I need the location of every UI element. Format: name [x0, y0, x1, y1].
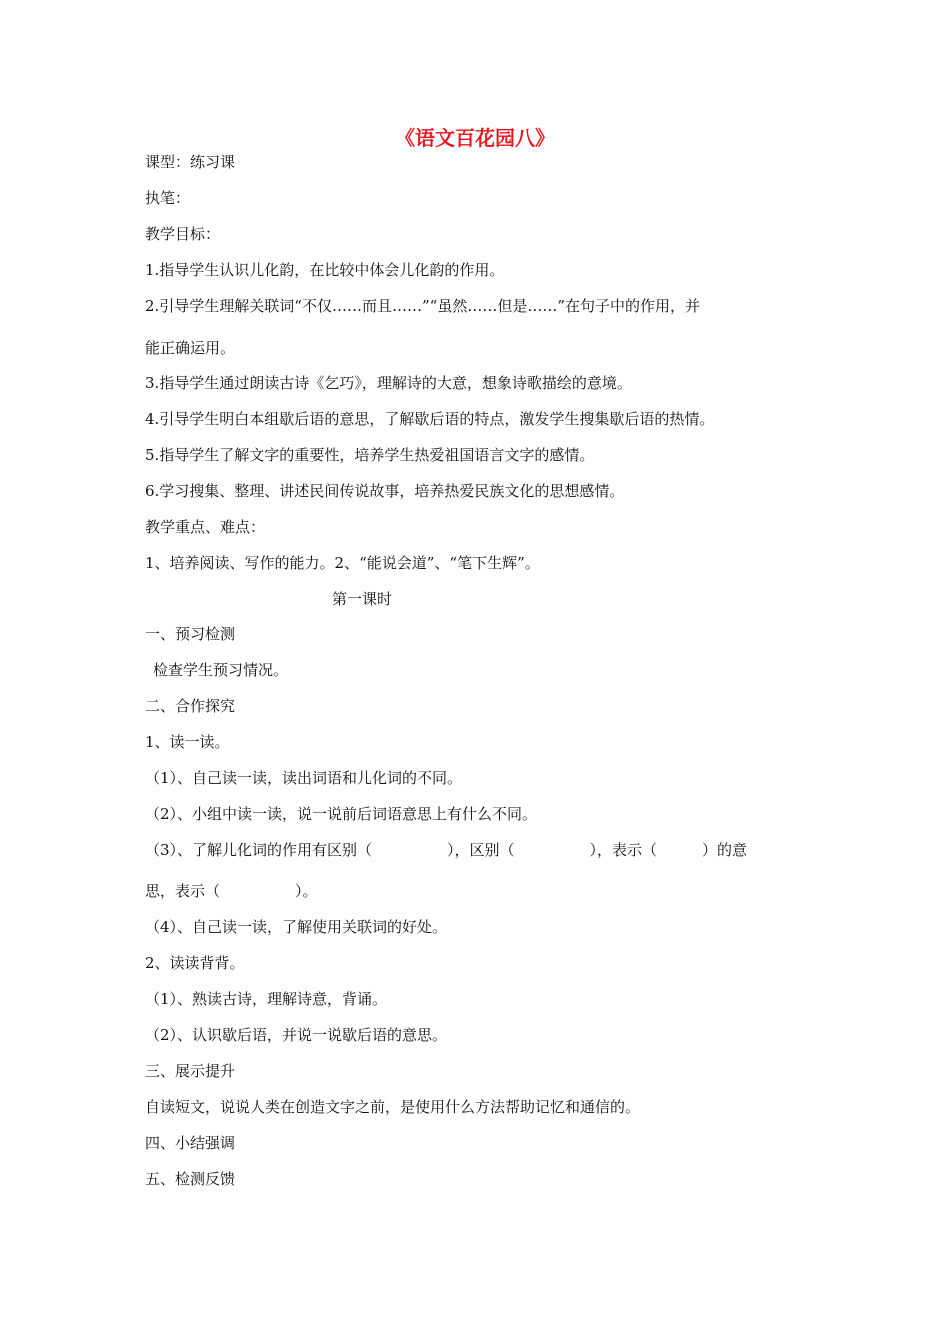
objective-item: 5.指导学生了解文字的重要性，培养学生热爱祖国语言文字的感情。 [145, 446, 595, 464]
lesson-type: 课型：练习课 [145, 153, 236, 171]
section-heading: 五、检测反馈 [145, 1170, 236, 1188]
objective-item: 4.引导学生明白本组歇后语的意思，了解歇后语的特点，激发学生搜集歇后语的热情。 [145, 410, 715, 428]
objectives-heading: 教学目标： [145, 225, 221, 243]
author-line: 执笔： [145, 189, 191, 207]
objective-item: 2.引导学生理解关联词“不仅……而且……”“虽然……但是……”在句子中的作用，并 [145, 297, 700, 315]
section-heading: 四、小结强调 [145, 1134, 236, 1152]
list-item: （3）、了解儿化词的作用有区别（ ），区别（ ），表示（ ）的意 [145, 841, 748, 859]
key-points: 1、培养阅读、写作的能力。2、“能说会道”、“笔下生辉”。 [145, 554, 540, 572]
objective-item: 3.指导学生通过朗读古诗《乞巧》，理解诗的大意，想象诗歌描绘的意境。 [145, 374, 632, 392]
list-item: （2）、小组中读一读，说一说前后词语意思上有什么不同。 [145, 805, 538, 823]
list-item: （1）、自己读一读，读出词语和儿化词的不同。 [145, 769, 463, 787]
list-item-continued: 思，表示（ ）。 [145, 882, 318, 900]
section-body: 检查学生预习情况。 [153, 661, 289, 679]
section-body: 自读短文，说说人类在创造文字之前，是使用什么方法帮助记忆和通信的。 [145, 1098, 641, 1116]
section-heading: 二、合作探究 [145, 697, 236, 715]
list-item: （1）、熟读古诗，理解诗意，背诵。 [145, 990, 388, 1008]
subsection-heading: 1、读一读。 [145, 733, 230, 751]
section-heading: 一、预习检测 [145, 625, 236, 643]
objective-item-continued: 能正确运用。 [145, 339, 236, 357]
session-title: 第一课时 [332, 590, 393, 608]
subsection-heading: 2、读读背背。 [145, 954, 245, 972]
key-points-heading: 教学重点、难点： [145, 518, 266, 536]
list-item: （2）、认识歇后语，并说一说歇后语的意思。 [145, 1026, 448, 1044]
objective-item: 6.学习搜集、整理、讲述民间传说故事，培养热爱民族文化的思想感情。 [145, 482, 625, 500]
list-item: （4）、自己读一读，了解使用关联词的好处。 [145, 918, 448, 936]
document-title: 《语文百花园八》 [395, 126, 555, 150]
objective-item: 1.指导学生认识儿化韵，在比较中体会儿化韵的作用。 [145, 261, 505, 279]
section-heading: 三、展示提升 [145, 1062, 236, 1080]
